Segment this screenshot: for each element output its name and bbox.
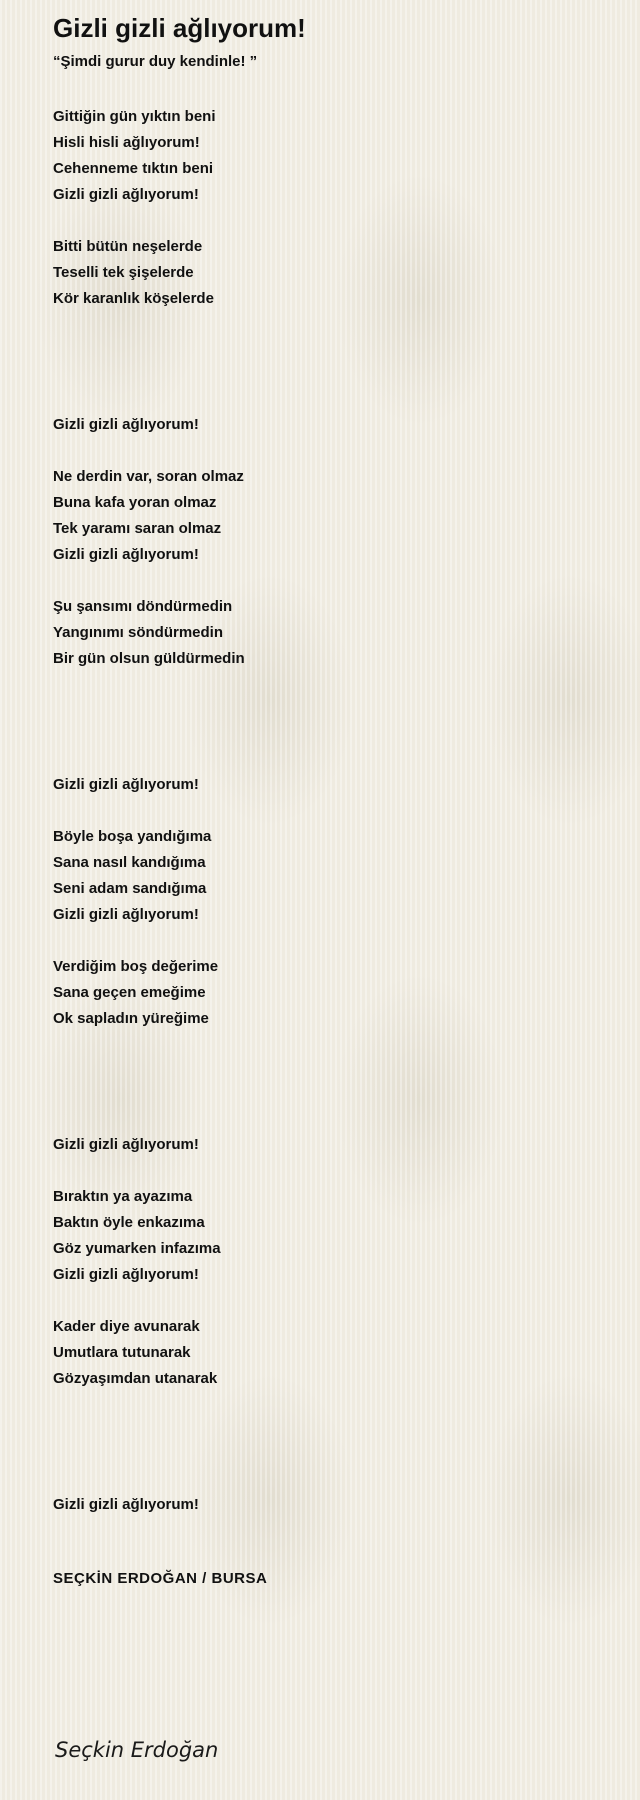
poem-refrain: Gizli gizli ağlıyorum! <box>53 1136 199 1153</box>
poem-line: Buna kafa yoran olmaz <box>53 494 217 511</box>
poem-line: Baktın öyle enkazıma <box>53 1214 205 1231</box>
poem-line: Teselli tek şişelerde <box>53 264 194 281</box>
poem-subtitle: “Şimdi gurur duy kendinle! ” <box>53 53 258 70</box>
poem-line: Sana nasıl kandığıma <box>53 854 206 871</box>
poem-line: Kader diye avunarak <box>53 1318 200 1335</box>
poem-line: Şu şansımı döndürmedin <box>53 598 233 615</box>
poem-line: Kör karanlık köşelerde <box>53 290 214 307</box>
poem-line: Gittiğin gün yıktın beni <box>53 108 216 125</box>
poem-body <box>53 104 613 1518</box>
poem-line: Gizli gizli ağlıyorum! <box>53 546 199 563</box>
poem-line: Ne derdin var, soran olmaz <box>53 468 244 485</box>
poem-line: Bitti bütün neşelerde <box>53 238 203 255</box>
poem-line: Gözyaşımdan utanarak <box>53 1370 218 1387</box>
author-signature: Seçkin Erdoğan <box>55 1738 219 1762</box>
poem-line: Bıraktın ya ayazıma <box>53 1188 193 1205</box>
author-line: SEÇKİN ERDOĞAN / BURSA <box>53 1570 268 1587</box>
poem-line: Umutlara tutunarak <box>53 1344 191 1361</box>
poem-refrain: Gizli gizli ağlıyorum! <box>53 1496 199 1513</box>
poem-page <box>53 0 613 1518</box>
poem-line: Ok sapladın yüreğime <box>53 1010 209 1027</box>
poem-line: Gizli gizli ağlıyorum! <box>53 186 199 203</box>
poem-title: Gizli gizli ağlıyorum! <box>53 13 306 43</box>
poem-refrain: Gizli gizli ağlıyorum! <box>53 776 199 793</box>
poem-line: Böyle boşa yandığıma <box>53 828 212 845</box>
poem-line: Bir gün olsun güldürmedin <box>53 650 245 667</box>
poem-line: Gizli gizli ağlıyorum! <box>53 1266 199 1283</box>
poem-line: Seni adam sandığıma <box>53 880 207 897</box>
poem-line: Sana geçen emeğime <box>53 984 206 1001</box>
poem-line: Tek yaramı saran olmaz <box>53 520 222 537</box>
poem-refrain: Gizli gizli ağlıyorum! <box>53 416 199 433</box>
poem-line: Verdiğim boş değerime <box>53 958 219 975</box>
poem-line: Gizli gizli ağlıyorum! <box>53 906 199 923</box>
poem-line: Hisli hisli ağlıyorum! <box>53 134 200 151</box>
poem-line: Yangınımı söndürmedin <box>53 624 224 641</box>
poem-line: Göz yumarken infazıma <box>53 1240 221 1257</box>
poem-line: Cehenneme tıktın beni <box>53 160 214 177</box>
